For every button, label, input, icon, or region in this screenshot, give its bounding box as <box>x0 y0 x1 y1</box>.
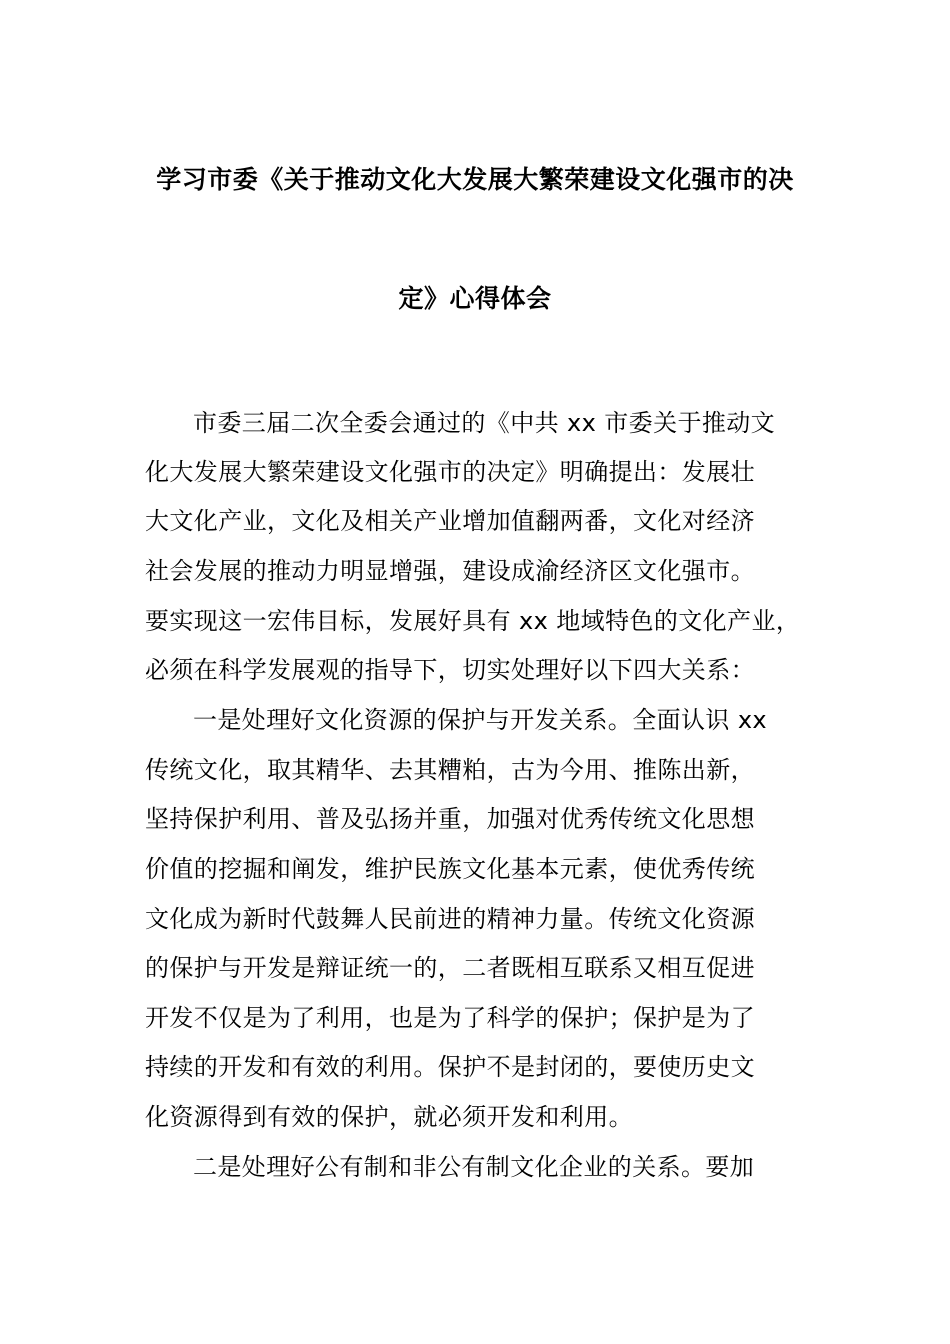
body-line: 市委三届二次全委会通过的《中共 xx 市委关于推动文 <box>193 409 776 437</box>
body-line: 化资源得到有效的保护，就必须开发和利用。 <box>145 1103 633 1131</box>
body-line: 要实现这一宏伟目标，发展好具有 xx 地域特色的文化产业， <box>145 607 801 635</box>
body-line: 一是处理好文化资源的保护与开发关系。全面认识 xx <box>193 706 768 734</box>
body-line: 大文化产业，文化及相关产业增加值翻两番，文化对经济 <box>145 507 755 535</box>
body-line: 持续的开发和有效的利用。保护不是封闭的，要使历史文 <box>145 1053 755 1081</box>
body-line: 坚持保护利用、普及弘扬并重，加强对优秀传统文化思想 <box>145 805 755 833</box>
body-line: 社会发展的推动力明显增强，建设成渝经济区文化强市。 <box>145 557 755 585</box>
body-line: 开发不仅是为了利用，也是为了科学的保护；保护是为了 <box>145 1004 755 1032</box>
body-line: 化大发展大繁荣建设文化强市的决定》明确提出：发展壮 <box>145 458 755 486</box>
document-title-line-1: 学习市委《关于推动文化大发展大繁荣建设文化强市的决 <box>156 165 794 194</box>
body-line: 传统文化，取其精华、去其糟粕，古为今用、推陈出新， <box>145 756 755 784</box>
body-line: 二是处理好公有制和非公有制文化企业的关系。要加 <box>193 1153 755 1181</box>
body-line: 价值的挖掘和阐发，维护民族文化基本元素，使优秀传统 <box>145 855 755 883</box>
document-title-line-2: 定》心得体会 <box>398 284 552 313</box>
body-line: 文化成为新时代鼓舞人民前进的精神力量。传统文化资源 <box>145 905 755 933</box>
body-line: 的保护与开发是辩证统一的，二者既相互联系又相互促进 <box>145 954 755 982</box>
body-line: 必须在科学发展观的指导下，切实处理好以下四大关系： <box>145 656 755 684</box>
